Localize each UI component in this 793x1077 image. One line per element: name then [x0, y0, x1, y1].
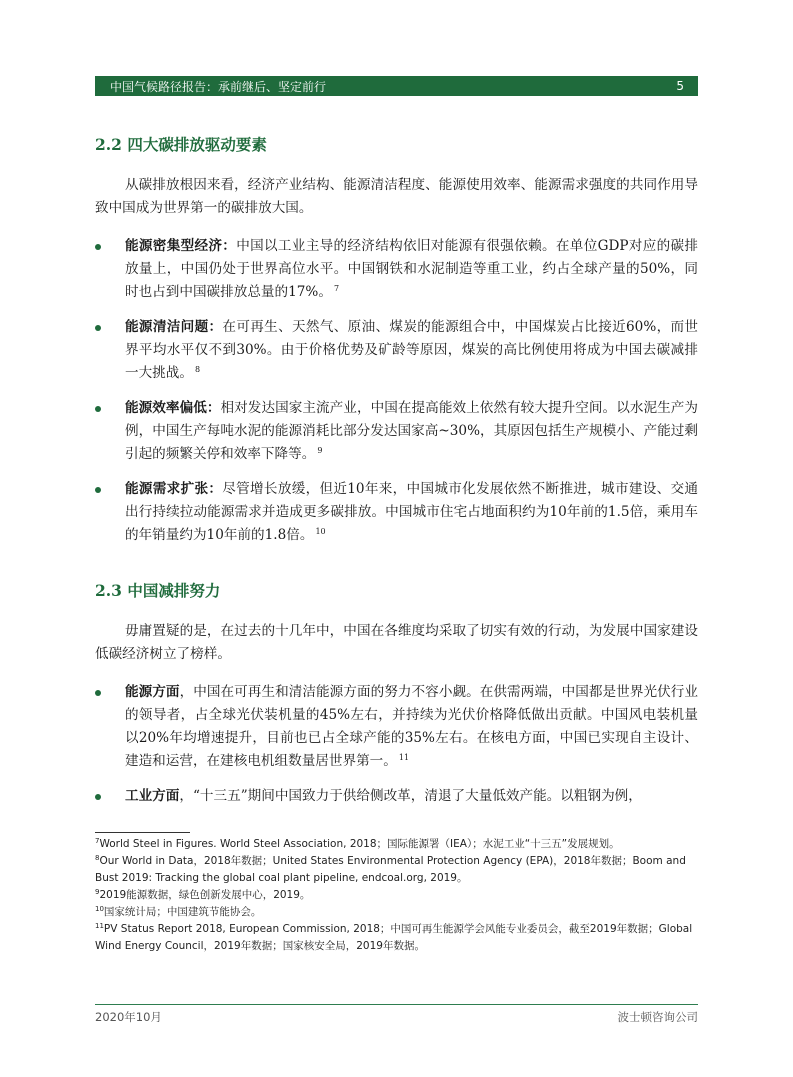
list-item [95, 478, 698, 547]
footnote-text: PV Status Report 2018, European Commission, 2018；中国可再生能源学会风能专业委员会，截至2019年数据；Global Wind Energy Council，2019年数据；国家核安全局，2019年数据。 [95, 923, 693, 952]
footnote-number: 9 [95, 888, 100, 896]
footnote [95, 887, 700, 904]
list-item [95, 681, 698, 773]
footnote-divider [95, 832, 190, 833]
footnote-ref: 7 [333, 284, 340, 293]
bullet-body: 中国以工业主导的经济结构依旧对能源有很强依赖。在单位GDP对应的碳排放量上，中国仍处于世界高位水平。中国钢铁和水泥制造等重工业，约占全球产量的50%，同时也占到中国碳排放总量的17%。 [125, 238, 699, 300]
list-item [95, 397, 698, 466]
footnote [95, 853, 700, 887]
bullet-head: 能源需求扩张： [125, 481, 223, 497]
footnote-ref: 10 [315, 527, 326, 536]
page-header [95, 76, 698, 96]
footer-date: 2020年10月 [95, 1010, 162, 1024]
bullet-icon [95, 244, 101, 250]
footnotes [95, 836, 700, 955]
list-item [95, 785, 698, 808]
bullet-body: 相对发达国家主流产业，中国在提高能效上依然有较大提升空间。以水泥生产为例，中国生产每吨水泥的能源消耗比部分发达国家高~30%，其原因包括生产规模小、产能过剩引起的频繁关停和效率下降等。 [125, 400, 699, 462]
list-item [95, 235, 698, 304]
footer-org: 波士顿咨询公司 [617, 1010, 698, 1024]
footnote-text: 国家统计局；中国建筑节能协会。 [103, 906, 262, 918]
footnote-number: 7 [95, 837, 100, 845]
bullet-body: ，中国在可再生和清洁能源方面的努力不容小觑。在供需两端，中国都是世界光伏行业的领导者，占全球光伏装机量的45%左右，并持续为光伏价格降低做出贡献。中国风电装机量以20%年均增速提升，目前也已占全球产能的35%左右。在核电方面，中国已实现自主设计、建造和运营，在建核电机组数量居世界第一。 [125, 684, 698, 769]
bullet-text [125, 316, 698, 385]
page-number: 5 [676, 79, 684, 93]
bullet-icon [95, 690, 101, 696]
footnote-text: 2019能源数据，绿色创新发展中心，2019。 [99, 889, 311, 901]
bullet-text [125, 235, 698, 304]
bullet-body: ，“十三五”期间中国致力于供给侧改革，清退了大量低效产能。以粗钢为例， [179, 788, 642, 804]
section-2-3-intro: 毋庸置疑的是，在过去的十几年中，中国在各维度均采取了切实有效的行动，为发展中国家建设低碳经济树立了榜样。 [95, 623, 698, 662]
bullet-body: 尽管增长放缓，但近10年来，中国城市化发展依然不断推进，城市建设、交通出行持续拉动能源需求并造成更多碳排放。中国城市住宅占地面积约为10年前的1.5倍，乘用车的年销量约为10年前的1.8倍。 [125, 481, 699, 543]
bullet-icon [95, 487, 101, 493]
footnote [95, 904, 700, 921]
bullet-body: 在可再生、天然气、原油、煤炭的能源组合中，中国煤炭占比接近60%，而世界平均水平仅不到30%。由于价格优势及矿龄等原因，煤炭的高比例使用将成为中国去碳减排一大挑战。 [125, 319, 698, 381]
section-title-2-2: 2.2 四大碳排放驱动要素 [95, 135, 267, 154]
footnote [95, 921, 700, 955]
bullet-text [125, 681, 698, 773]
bullet-text [125, 785, 698, 808]
bullet-icon [95, 325, 101, 331]
bullet-text [125, 478, 698, 547]
bullet-icon [95, 406, 101, 412]
footnote-number: 8 [95, 854, 100, 862]
footnote-ref: 8 [194, 365, 201, 374]
section-2-2-intro: 从碳排放根因来看，经济产业结构、能源清洁程度、能源使用效率、能源需求强度的共同作用导致中国成为世界第一的碳排放大国。 [95, 177, 698, 216]
page-footer [95, 1009, 698, 1025]
footnote-ref: 11 [398, 753, 410, 762]
bullet-head: 工业方面 [125, 788, 180, 804]
section-title-2-3: 2.3 中国减排努力 [95, 581, 221, 600]
footer-divider [95, 1004, 698, 1005]
footnote-number: 11 [95, 922, 104, 930]
bullet-text [125, 397, 698, 466]
footnote-text: Our World in Data，2018年数据；United States Environmental Protection Agency (EPA)，2018年数据；Boom and Bust 2019: Tracking the global coal plant pipeline, endcoal.org, 2019。 [95, 855, 686, 884]
bullet-head: 能源方面 [125, 684, 180, 700]
report-title: 中国气候路径报告：承前继后、坚定前行 [110, 79, 327, 94]
footnote-text: World Steel in Figures. World Steel Association, 2018；国际能源署（IEA）；水泥工业“十三五”发展规划。 [99, 838, 620, 850]
footnote [95, 836, 700, 853]
bullet-icon [95, 794, 101, 800]
footnote-ref: 9 [317, 446, 323, 455]
bullet-head: 能源效率偏低： [125, 400, 221, 416]
bullet-head: 能源清洁问题： [125, 319, 223, 335]
footnote-number: 10 [95, 905, 104, 913]
list-item [95, 316, 698, 385]
bullet-head: 能源密集型经济： [125, 238, 237, 254]
